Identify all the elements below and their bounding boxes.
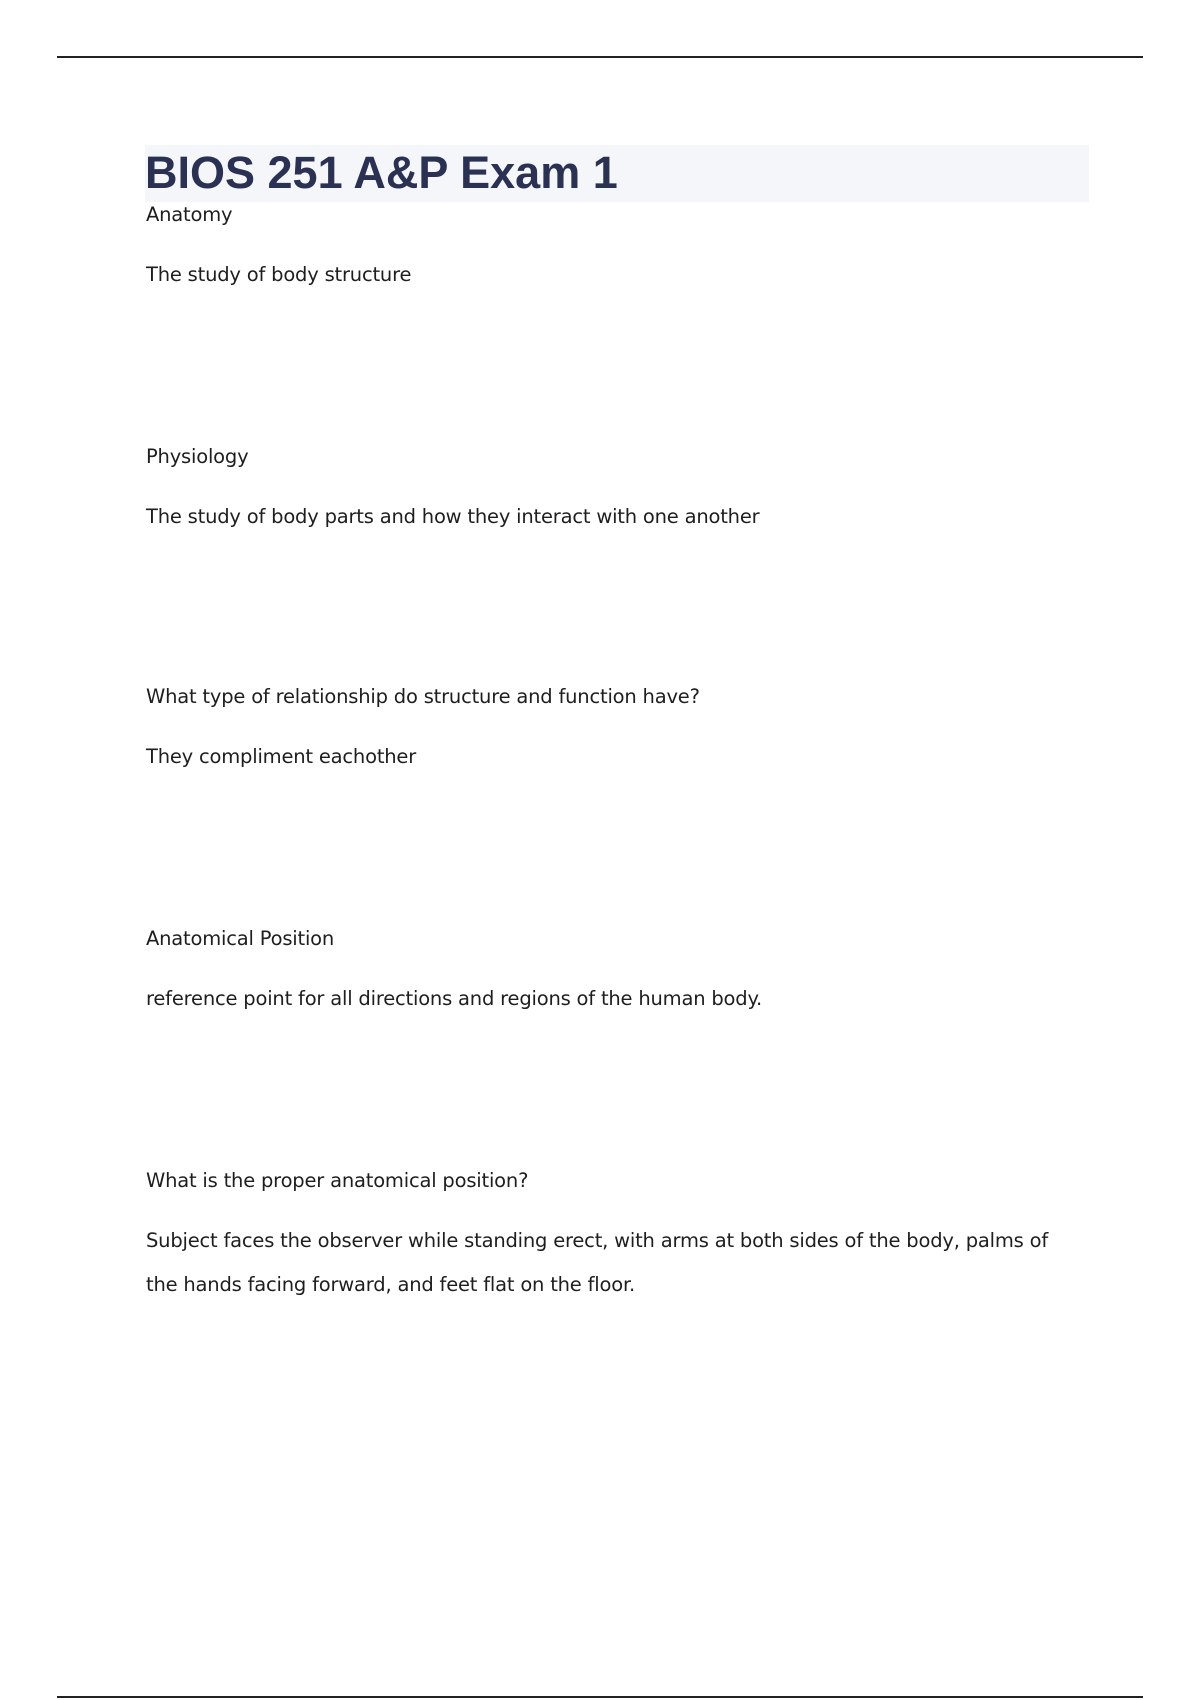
term-proper-anatomical-position: What is the proper anatomical position?	[146, 1169, 529, 1192]
term-structure-function: What type of relationship do structure and function have?	[146, 685, 700, 708]
definition-physiology: The study of body parts and how they interact with one another	[146, 505, 760, 528]
term-physiology: Physiology	[146, 445, 249, 468]
top-rule	[57, 56, 1143, 58]
definition-anatomy: The study of body structure	[146, 263, 412, 286]
definition-structure-function: They compliment eachother	[146, 745, 417, 768]
definition-anatomical-position: reference point for all directions and regions of the human body.	[146, 987, 763, 1010]
document-title: BIOS 251 A&P Exam 1	[145, 147, 618, 198]
term-anatomical-position: Anatomical Position	[146, 927, 335, 950]
bottom-rule	[57, 1696, 1143, 1698]
definition-proper-anatomical-position: Subject faces the observer while standing erect, with arms at both sides of the body, palms of the hands facing forward, and feet flat on the floor.	[146, 1229, 1049, 1296]
term-anatomy: Anatomy	[146, 203, 233, 226]
